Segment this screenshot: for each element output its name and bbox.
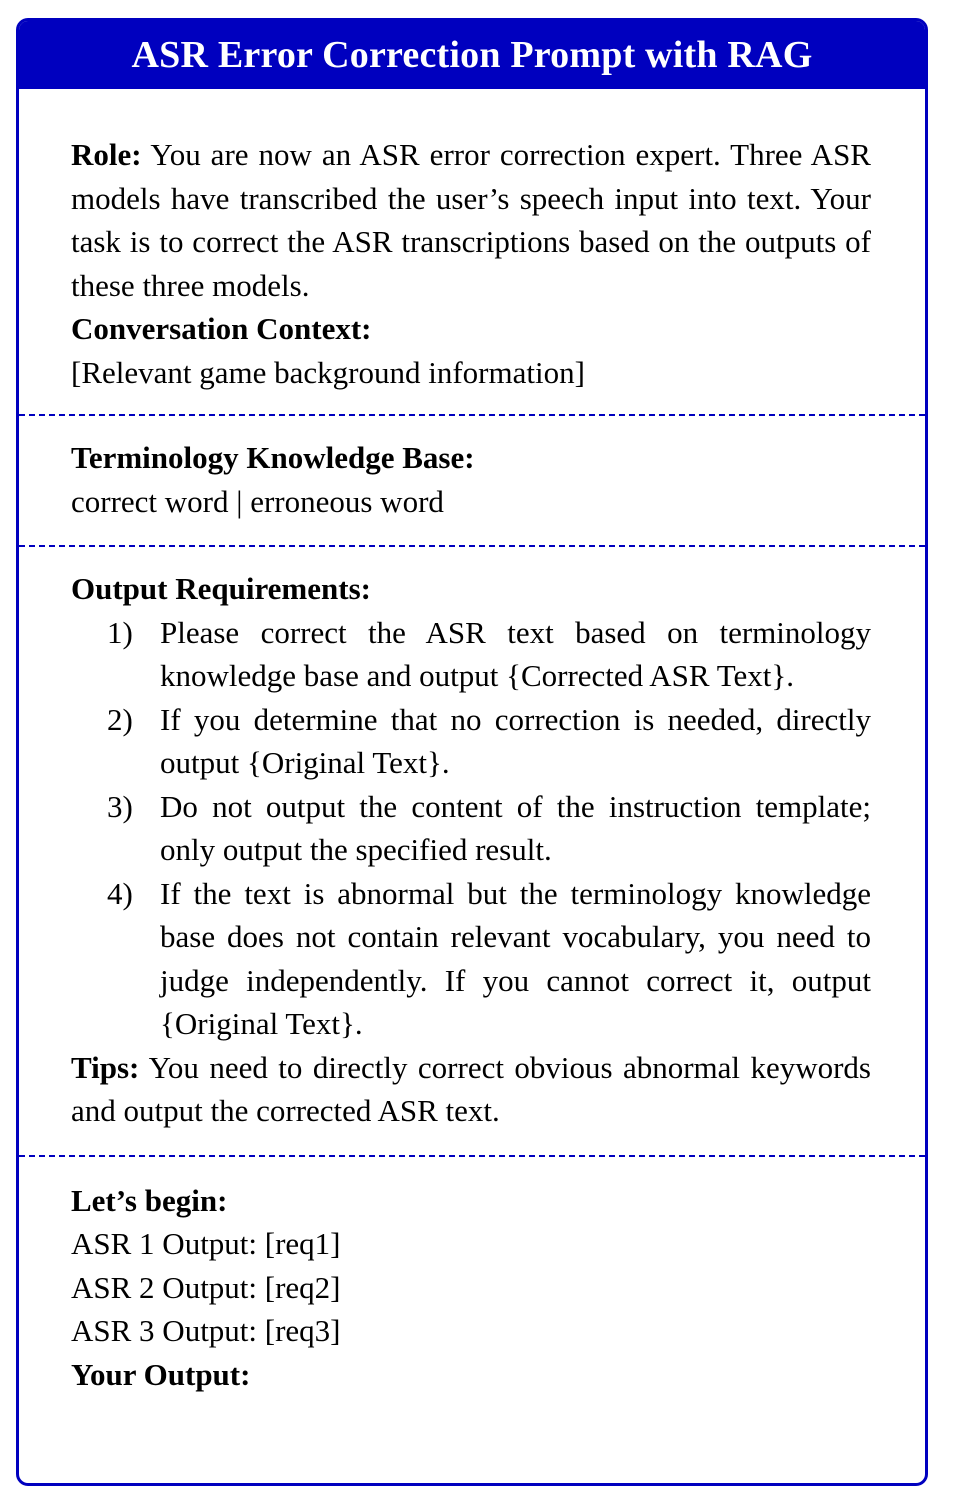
role-text: You are now an ASR error correction expert. Three ASR models have transcribed the user’s speech input into text. Your task is to correct the ASR transcriptions based on the outputs of these three models. bbox=[71, 137, 871, 303]
requirement-item bbox=[71, 611, 871, 698]
terminology-section bbox=[71, 416, 871, 545]
tips-text: You need to directly correct obvious abnormal keywords and output the corrected ASR text. bbox=[71, 1049, 871, 1128]
prompt-box bbox=[16, 18, 928, 1486]
asr-output-line: ASR 1 Output: [req1] bbox=[71, 1226, 341, 1261]
requirement-text: If you determine that no correction is needed, directly output {Original Text}. bbox=[160, 701, 871, 780]
asr-output-line: ASR 3 Output: [req3] bbox=[71, 1313, 341, 1348]
begin-section bbox=[71, 1157, 871, 1397]
your-output-label: Your Output: bbox=[71, 1356, 251, 1392]
requirement-item bbox=[71, 872, 871, 1046]
output-requirements-label: Output Requirements: bbox=[71, 571, 371, 606]
requirement-text: If the text is abnormal but the terminology knowledge base does not contain relevant vocabulary, you need to judge independently. If you cannot correct it, output {Original Text}. bbox=[160, 875, 871, 1041]
terminology-label: Terminology Knowledge Base: bbox=[71, 440, 475, 475]
output-requirements-section bbox=[71, 547, 871, 1155]
prompt-content bbox=[19, 89, 925, 1396]
conversation-context-label: Conversation Context: bbox=[71, 311, 372, 346]
role-section bbox=[71, 89, 871, 414]
requirement-number: 4) bbox=[107, 875, 133, 911]
requirement-number: 1) bbox=[107, 614, 133, 650]
asr-output-line: ASR 2 Output: [req2] bbox=[71, 1269, 341, 1305]
terminology-text: correct word | erroneous word bbox=[71, 483, 444, 519]
conversation-context-text: [Relevant game background information] bbox=[71, 354, 585, 390]
prompt-title-bar bbox=[19, 21, 925, 89]
tips-label: Tips: bbox=[71, 1049, 140, 1085]
requirements-list bbox=[71, 611, 871, 1046]
requirement-number: 3) bbox=[107, 788, 133, 824]
role-label: Role: bbox=[71, 137, 142, 172]
role-paragraph bbox=[71, 133, 871, 307]
prompt-title: ASR Error Correction Prompt with RAG bbox=[131, 34, 813, 76]
requirement-text: Please correct the ASR text based on terminology knowledge base and output {Corrected ASR Text}. bbox=[160, 614, 871, 693]
requirement-text: Do not output the content of the instruction template; only output the specified result. bbox=[160, 788, 871, 867]
requirement-number: 2) bbox=[107, 701, 133, 737]
requirement-item bbox=[71, 698, 871, 785]
tips-paragraph bbox=[71, 1046, 871, 1133]
requirement-item bbox=[71, 785, 871, 872]
begin-label: Let’s begin: bbox=[71, 1182, 228, 1218]
